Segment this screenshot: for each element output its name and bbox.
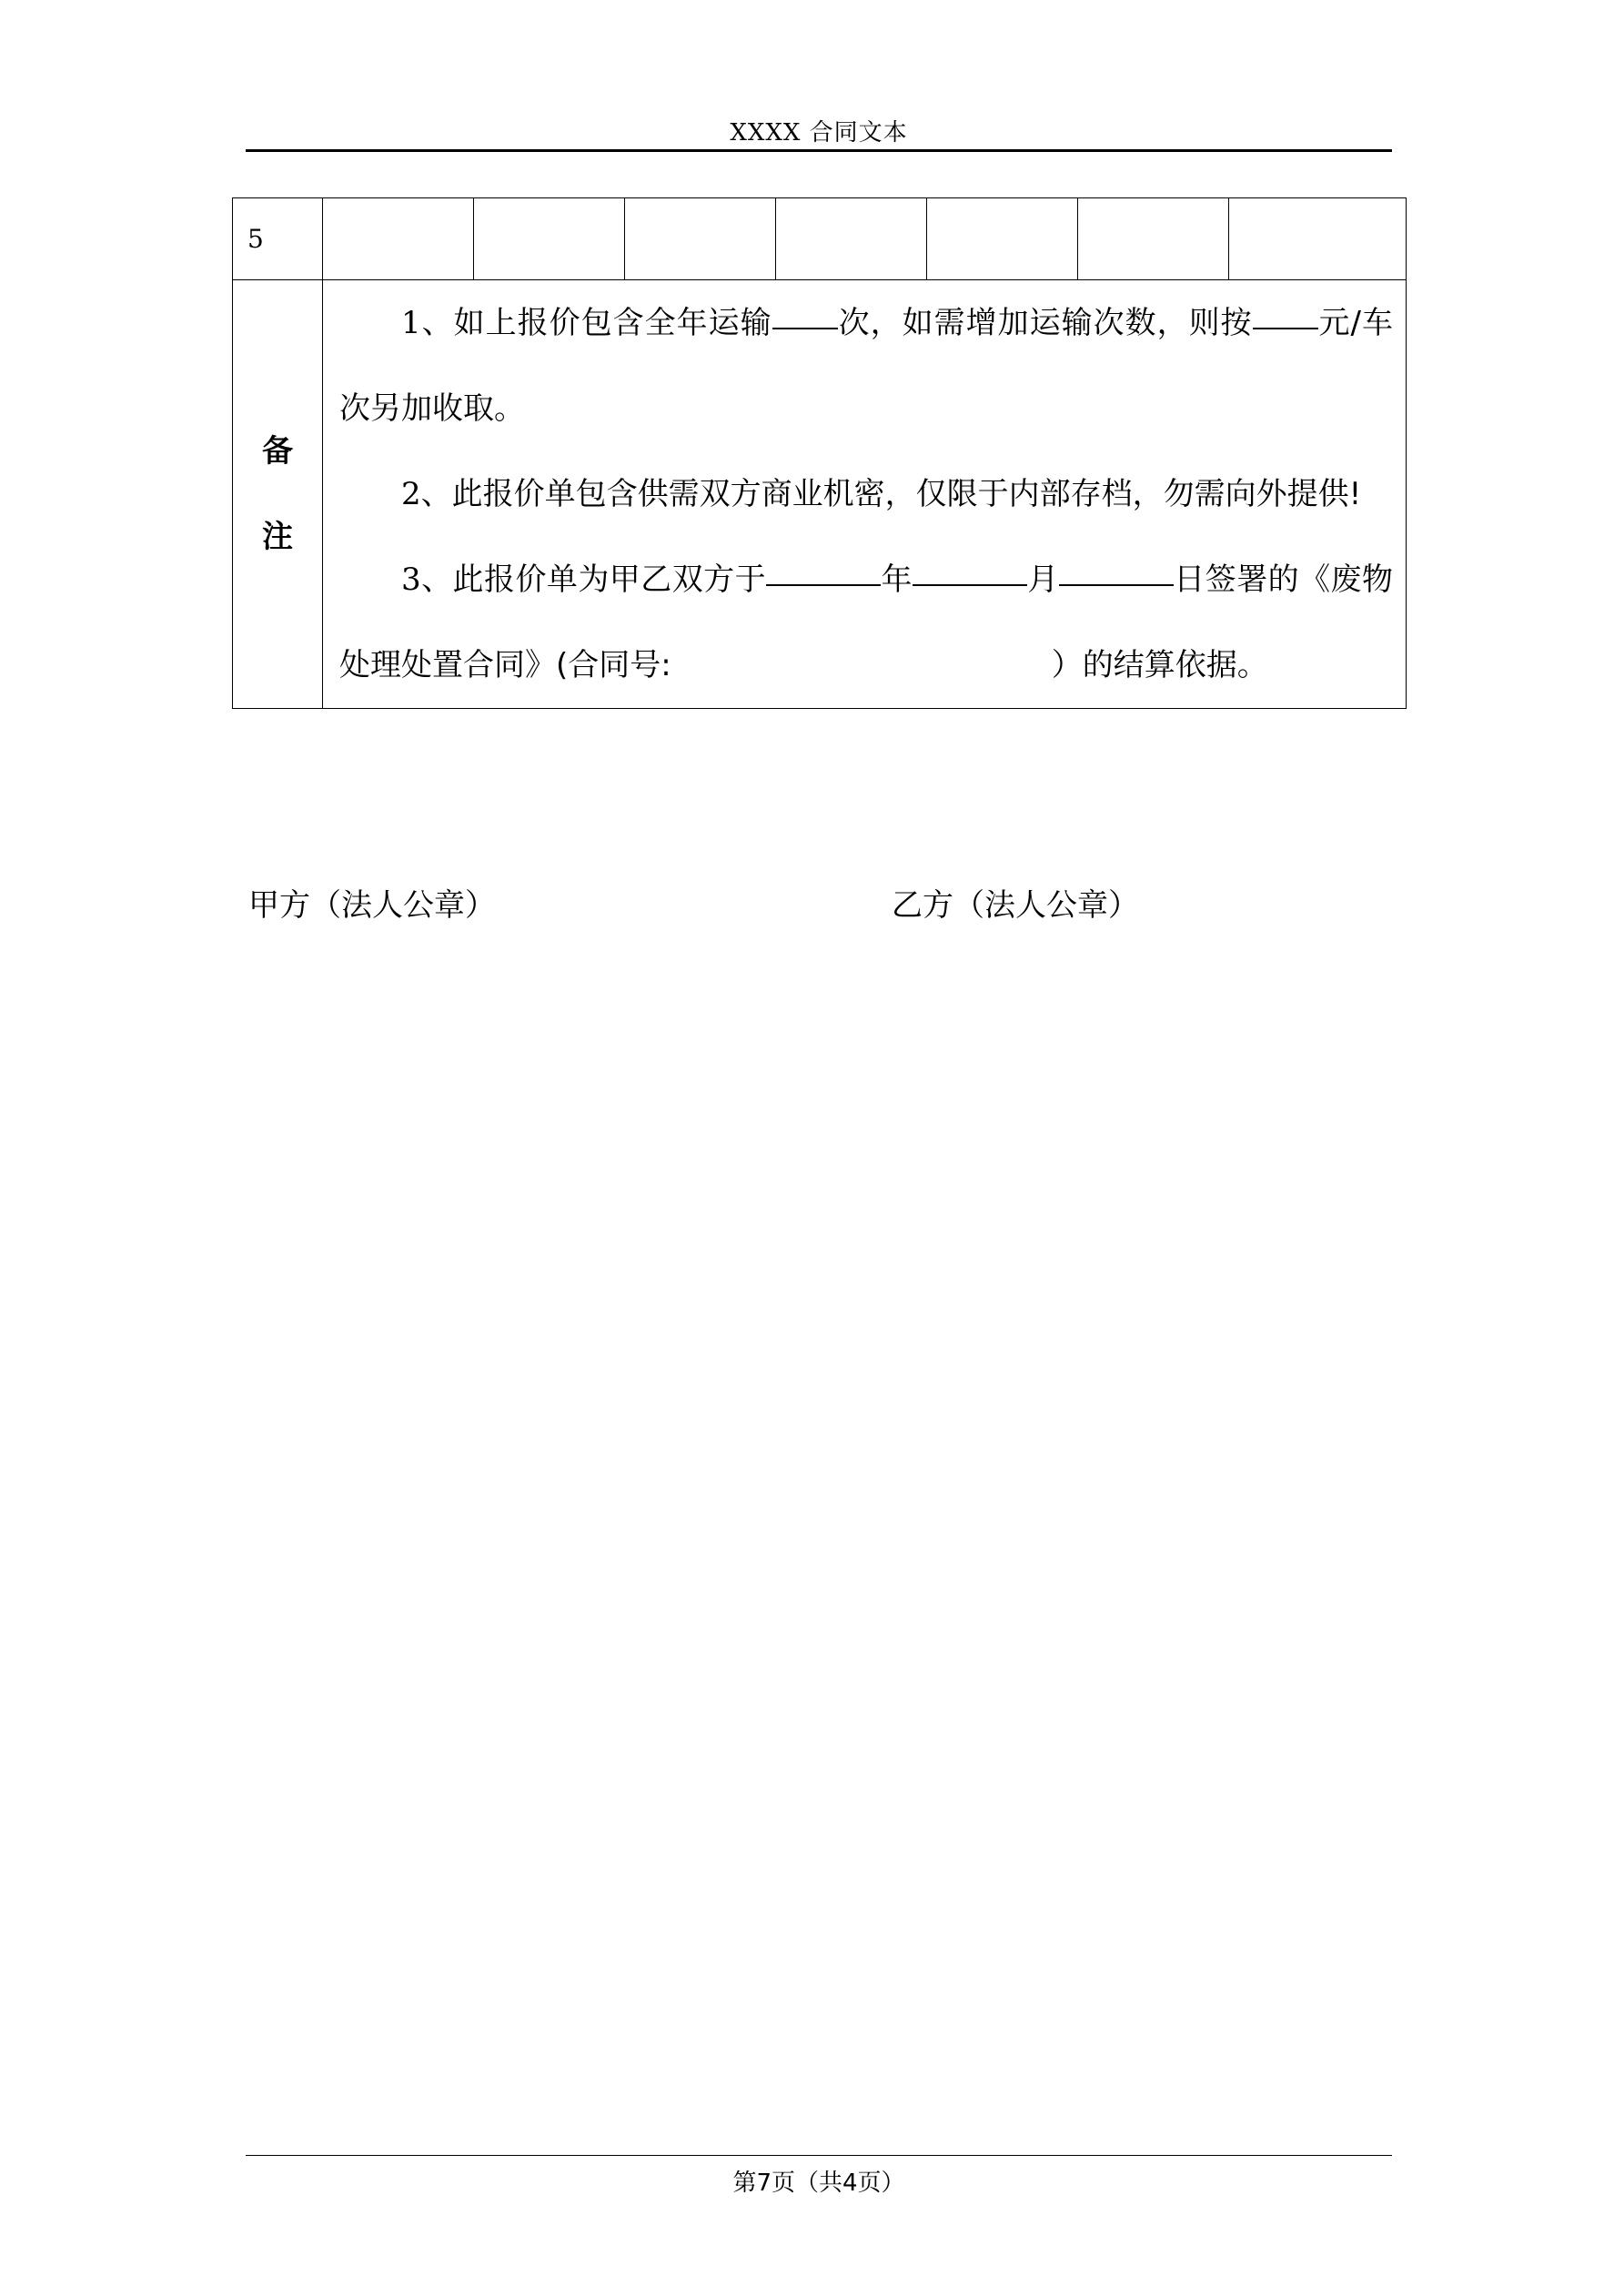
table-cell-empty <box>1078 198 1229 280</box>
table-row <box>233 198 1407 280</box>
remarks-label-char-2: 注 <box>262 519 293 555</box>
remark-item-1-number: 1 <box>401 305 421 341</box>
header-divider <box>246 149 1392 152</box>
sign-year-blank <box>766 553 881 586</box>
remark-item-3 <box>339 537 1393 708</box>
remark-item-3-text-b: 日签署的《废物处理处置合同》(合同号: <box>339 561 1394 683</box>
footer-divider <box>246 2155 1392 2156</box>
price-per-trip-blank <box>1253 297 1318 329</box>
remark-item-1-text-b: 次，如需增加运输次数，则按 <box>837 305 1253 341</box>
table-cell-empty <box>474 198 625 280</box>
sign-day-blank <box>1059 553 1174 586</box>
table-cell-empty <box>1229 198 1407 280</box>
remarks-label-cell <box>233 280 323 709</box>
page-number: 第7页（共4页） <box>732 2170 905 2197</box>
remark-item-3-text-c: ）的结算依据。 <box>1051 647 1268 683</box>
remarks-content-cell <box>323 280 1407 709</box>
year-label: 年 <box>881 561 913 598</box>
table-cell-empty <box>625 198 776 280</box>
remark-item-2-number: 2 <box>401 476 421 512</box>
remark-item-3-text-a: 、此报价单为甲乙双方于 <box>420 561 767 598</box>
sign-month-blank <box>913 553 1027 586</box>
remark-item-2 <box>339 451 1393 537</box>
remark-item-1-text-a: 、如上报价包含全年运输 <box>420 305 772 341</box>
quote-table <box>232 197 1407 709</box>
table-cell-empty <box>927 198 1078 280</box>
transport-count-blank <box>772 297 838 329</box>
remarks-row <box>233 280 1407 709</box>
remark-item-1-text-c: 元/车次另加收取。 <box>339 305 1394 427</box>
remark-item-1 <box>339 280 1393 451</box>
remarks-label-char-1: 备 <box>262 433 293 470</box>
month-label: 月 <box>1026 561 1059 598</box>
row-number-cell: 5 <box>233 198 323 280</box>
remark-item-3-number: 3 <box>401 561 421 598</box>
party-b-seal-label: 乙方（法人公章） <box>892 887 1139 924</box>
table-cell-empty <box>323 198 474 280</box>
party-a-seal-label: 甲方（法人公章） <box>248 887 496 924</box>
document-header-title: XXXX 合同文本 <box>730 119 908 147</box>
remark-item-2-text: 、此报价单包含供需双方商业机密，仅限于内部存档，勿需向外提供! <box>420 476 1362 512</box>
table-cell-empty <box>776 198 927 280</box>
